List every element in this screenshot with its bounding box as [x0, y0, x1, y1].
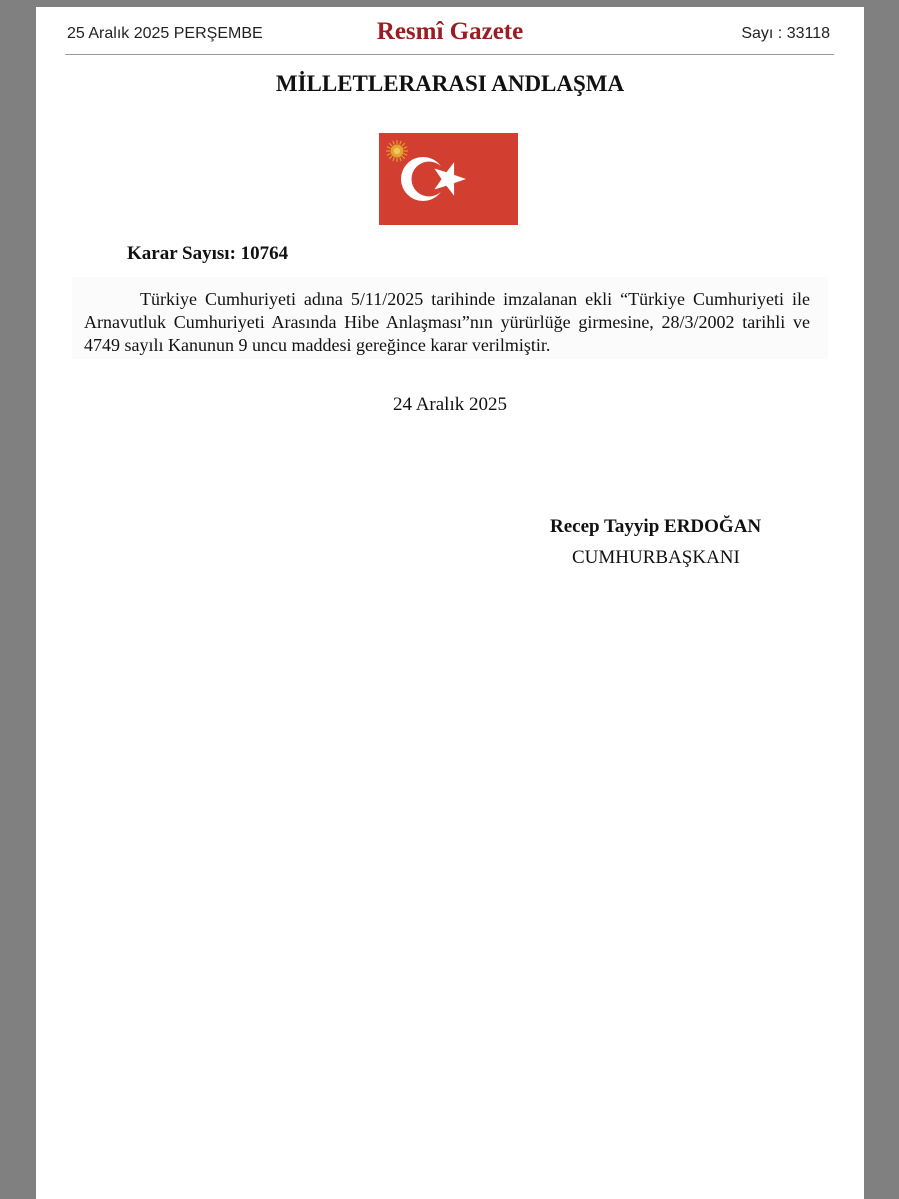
signature-date: 24 Aralık 2025: [393, 394, 507, 415]
signatory-title: CUMHURBAŞKANI: [572, 547, 740, 568]
decision-number: Karar Sayısı: 10764: [127, 243, 289, 264]
header-date: 25 Aralık 2025 PERŞEMBE: [67, 25, 263, 42]
signatory-name: Recep Tayyip ERDOĞAN: [550, 516, 762, 537]
turkish-flag-icon: [379, 133, 518, 225]
presidential-seal-icon: [386, 140, 408, 162]
header-divider: [65, 54, 834, 55]
issue-number: Sayı : 33118: [741, 25, 830, 42]
gazette-page: [36, 7, 864, 1199]
crescent-inner: [412, 162, 447, 197]
gazette-title: Resmî Gazete: [376, 18, 524, 45]
section-title: MİLLETLERARASI ANDLAŞMA: [275, 71, 625, 96]
decision-body-text: Türkiye Cumhuriyeti adına 5/11/2025 tarihinde imzalanan ekli “Türkiye Cumhuriyeti ile Arnavutluk Cumhuriyeti Arasında Hibe Anlaşması”nın yürürlüğe girmesine, 28/3/2002 tarihli ve 4749 sayılı Kanunun 9 uncu maddesi gereğince karar verilmiştir.: [84, 289, 810, 355]
